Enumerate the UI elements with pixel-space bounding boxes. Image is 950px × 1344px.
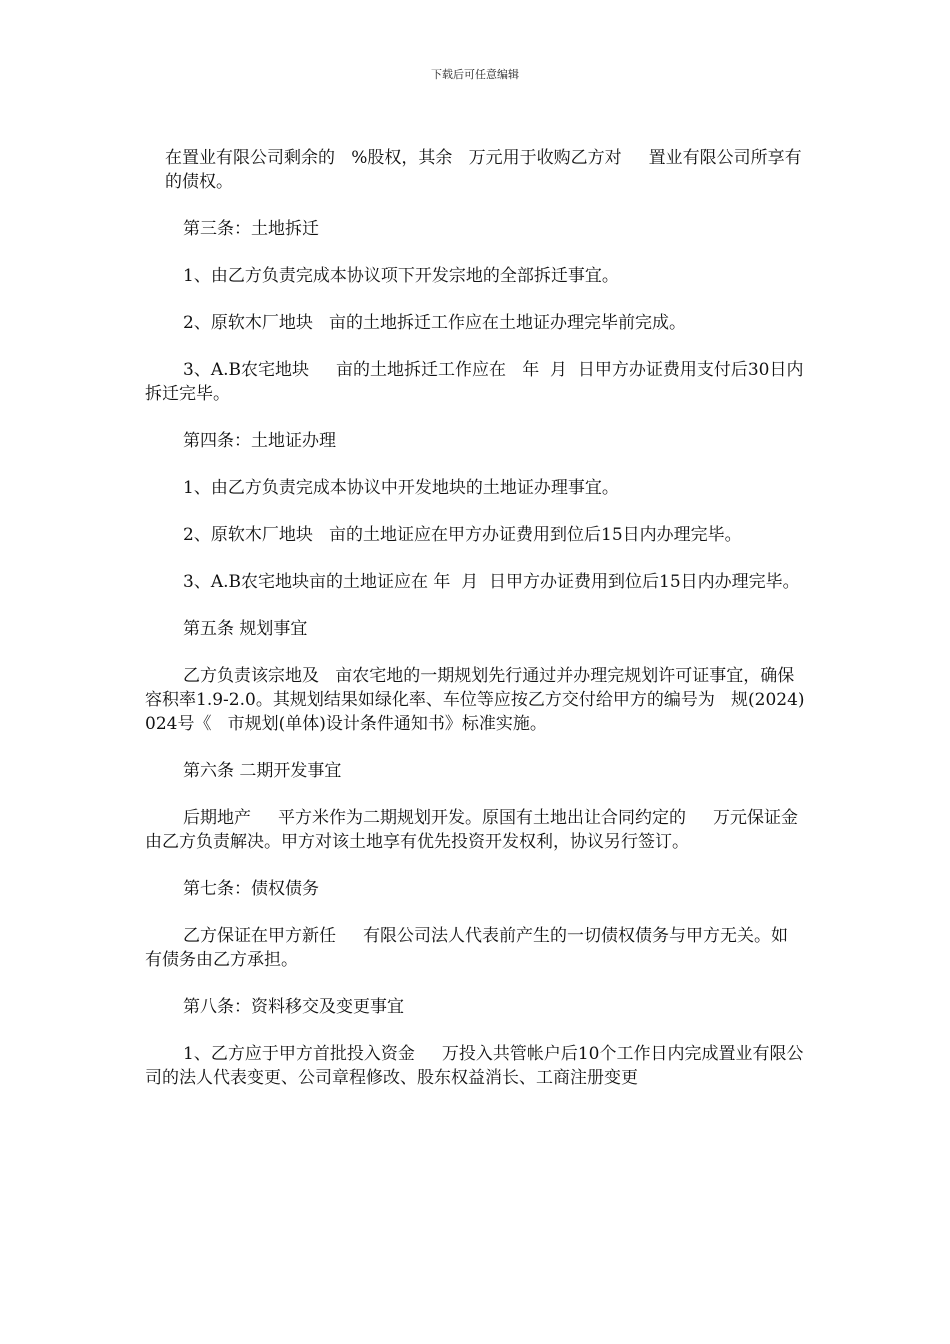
clause-planning: 乙方负责该宗地及 亩农宅地的一期规划先行通过并办理完规划许可证事宜，确保容积率1.9-2.0。其规划结果如绿化率、车位等应按乙方交付给甲方的编号为 规(2024)024号《 市规划(单体)设计条件通知书》标准实施。 [145, 666, 805, 734]
clause-demolition-1: 1、由乙方负责完成本协议项下开发宗地的全部拆迁事宜。 [183, 266, 619, 286]
section-heading-land-demolition: 第三条：土地拆迁 [183, 219, 319, 239]
section-heading-handover: 第八条：资料移交及变更事宜 [183, 997, 404, 1017]
clause-debts: 乙方保证在甲方新任 有限公司法人代表前产生的一切债权债务与甲方无关。如有债务由乙方承担。 [145, 926, 789, 970]
page-header: 下载后可任意编辑 [431, 68, 519, 81]
section-heading-land-certificate: 第四条：土地证办理 [183, 431, 336, 451]
clause-certificate-3: 3、A.B农宅地块亩的土地证应在 年 月 日甲方办证费用到位后15日内办理完毕。 [183, 572, 800, 592]
section-heading-phase-two: 第六条 二期开发事宜 [183, 761, 342, 781]
paragraph-equity-continuation: 在置业有限公司剩余的 %股权，其余 万元用于收购乙方对 置业有限公司所享有的债权。 [165, 148, 802, 192]
document-body [145, 146, 805, 1113]
clause-demolition-3: 3、A.B农宅地块 亩的土地拆迁工作应在 年 月 日甲方办证费用支付后30日内拆迁完毕。 [145, 360, 804, 404]
section-heading-debts: 第七条：债权债务 [183, 879, 319, 899]
clause-phase-two: 后期地产 平方米作为二期规划开发。原国有土地出让合同约定的 万元保证金由乙方负责解决。甲方对该土地享有优先投资开发权利，协议另行签订。 [145, 808, 799, 852]
clause-certificate-2: 2、原软木厂地块 亩的土地证应在甲方办证费用到位后15日内办理完毕。 [183, 525, 742, 545]
clause-certificate-1: 1、由乙方负责完成本协议中开发地块的土地证办理事宜。 [183, 478, 619, 498]
clause-demolition-2: 2、原软木厂地块 亩的土地拆迁工作应在土地证办理完毕前完成。 [183, 313, 687, 333]
clause-handover-1: 1、乙方应于甲方首批投入资金 万投入共管帐户后10个工作日内完成置业有限公司的法人代表变更、公司章程修改、股东权益消长、工商注册变更 [145, 1044, 804, 1088]
section-heading-planning: 第五条 规划事宜 [183, 619, 308, 639]
